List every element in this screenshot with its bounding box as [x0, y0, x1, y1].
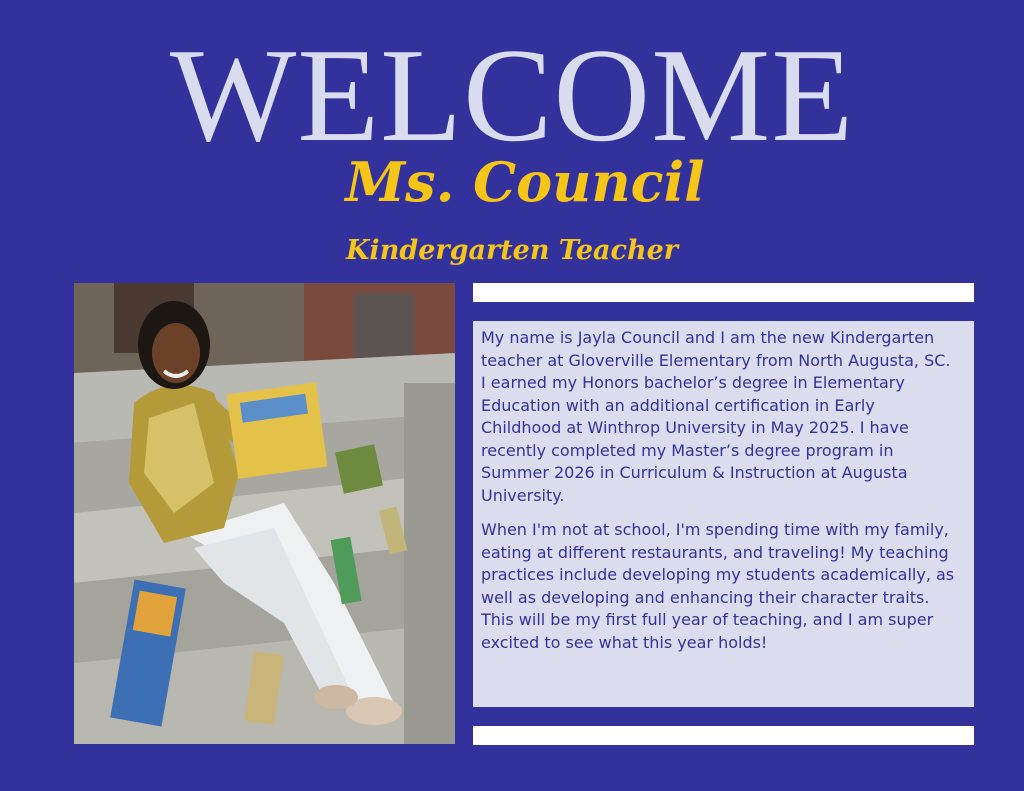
- bio-paragraph-2: When I'm not at school, I'm spending time with my family, eating at different restaurants, and traveling! My teaching practices include developing my students academically, as well as developing and enhancing their character traits. This will be my first full year of teaching, and I am super excited to see what this year holds!: [481, 520, 955, 652]
- top-divider-bar: [473, 283, 974, 302]
- bottom-divider-bar: [473, 726, 974, 745]
- teacher-role: Kindergarten Teacher: [345, 235, 679, 266]
- teacher-name: Ms. Council: [345, 150, 705, 214]
- welcome-heading: WELCOME: [169, 21, 855, 169]
- bio-paragraph-1: My name is Jayla Council and I am the new Kindergarten teacher at Gloverville Elementary from North Augusta, SC. I earned my Honors bachelor’s degree in Elementary Education with an additional certification in Early Childhood at Winthrop University in May 2025. I have recently completed my Master’s degree program in Summer 2026 in Curriculum & Instruction at Augusta University.: [481, 328, 951, 505]
- bio-panel: [473, 321, 974, 707]
- teacher-photo: [74, 283, 455, 744]
